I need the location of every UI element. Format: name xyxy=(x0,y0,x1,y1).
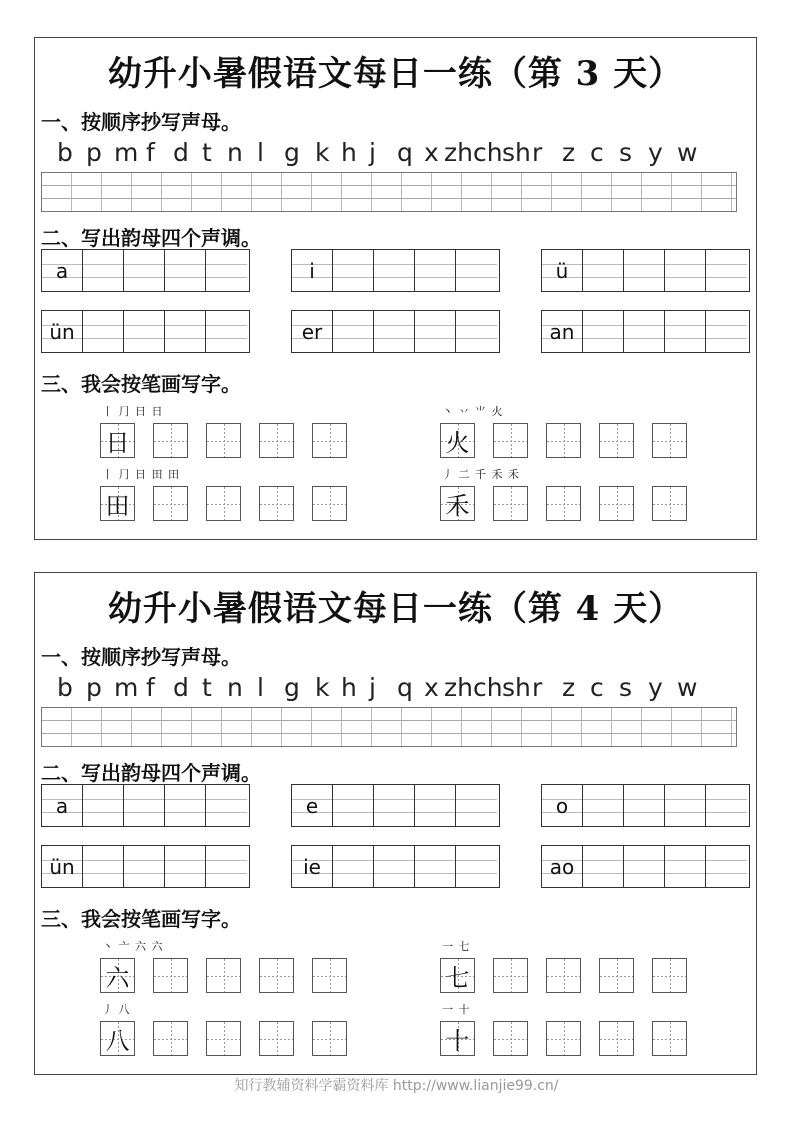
initial-ch: ch xyxy=(473,138,503,167)
tone-cell[interactable] xyxy=(124,311,165,352)
practice-box[interactable] xyxy=(259,1021,294,1056)
initial-g: g xyxy=(284,673,300,702)
initial-p: p xyxy=(86,138,102,167)
initial-s: s xyxy=(619,673,633,702)
initial-r: r xyxy=(532,673,543,702)
practice-box[interactable] xyxy=(652,486,687,521)
initial-b: b xyxy=(57,138,73,167)
initial-g: g xyxy=(284,138,300,167)
stroke-order: 丿 八 xyxy=(102,1003,131,1016)
initial-d: d xyxy=(173,673,189,702)
initial-s: s xyxy=(619,138,633,167)
practice-box[interactable] xyxy=(206,958,241,993)
initial-x: x xyxy=(424,138,439,167)
final-label: er xyxy=(292,311,333,352)
section-1-heading: 一、按顺序抄写声母。 xyxy=(41,645,241,669)
tone-cell[interactable] xyxy=(583,846,624,887)
final-label: ü xyxy=(542,250,583,291)
tone-cell[interactable] xyxy=(706,785,747,826)
model-character: 十 xyxy=(440,1021,475,1056)
tone-cell[interactable] xyxy=(415,846,456,887)
section-3-heading: 三、我会按笔画写字。 xyxy=(41,907,241,931)
tone-cell[interactable] xyxy=(333,846,374,887)
final-label: a xyxy=(42,785,83,826)
initial-z: z xyxy=(562,138,576,167)
initial-w: w xyxy=(677,138,698,167)
stroke-order: 丿 二 千 禾 禾 xyxy=(442,468,520,481)
section-1-heading: 一、按顺序抄写声母。 xyxy=(41,110,241,134)
practice-box[interactable] xyxy=(599,1021,634,1056)
practice-box[interactable] xyxy=(599,486,634,521)
initial-f: f xyxy=(146,138,155,167)
final-label: ie xyxy=(292,846,333,887)
initial-x: x xyxy=(424,673,439,702)
model-character: 八 xyxy=(100,1021,135,1056)
initial-k: k xyxy=(315,138,330,167)
tone-cell[interactable] xyxy=(165,846,206,887)
tone-cell[interactable] xyxy=(333,250,374,291)
initial-t: t xyxy=(202,673,212,702)
initial-h: h xyxy=(341,138,357,167)
practice-box[interactable] xyxy=(652,423,687,458)
initial-m: m xyxy=(114,138,139,167)
final-grid-an[interactable] xyxy=(541,310,750,353)
tone-cell[interactable] xyxy=(456,311,497,352)
stroke-order: 丨 ⺆ 日 日 xyxy=(102,405,164,418)
tone-cell[interactable] xyxy=(374,846,415,887)
initials-row xyxy=(43,673,743,707)
tone-cell[interactable] xyxy=(374,311,415,352)
initial-c: c xyxy=(590,138,604,167)
final-grid-a[interactable] xyxy=(41,249,250,292)
initial-m: m xyxy=(114,673,139,702)
initial-q: q xyxy=(397,138,413,167)
stroke-order: 一 十 xyxy=(442,1003,471,1016)
stroke-order: 丶 丷 ⺌ 火 xyxy=(442,405,504,418)
initial-zh: zh xyxy=(444,138,473,167)
practice-box[interactable] xyxy=(652,1021,687,1056)
initial-f: f xyxy=(146,673,155,702)
initial-c: c xyxy=(590,673,604,702)
stroke-order: 丨 ⺆ 日 田 田 xyxy=(102,468,180,481)
final-grid-ün[interactable] xyxy=(41,845,250,888)
final-label: ün xyxy=(42,311,83,352)
practice-box[interactable] xyxy=(206,1021,241,1056)
practice-box[interactable] xyxy=(599,958,634,993)
model-character: 火 xyxy=(440,423,475,458)
practice-box[interactable] xyxy=(493,486,528,521)
page-title: 幼升小暑假语文每日一练（第 4 天） xyxy=(107,589,684,629)
final-grid-ao[interactable] xyxy=(541,845,750,888)
tone-cell[interactable] xyxy=(124,846,165,887)
tone-cell[interactable] xyxy=(456,785,497,826)
section-2-heading: 二、写出韵母四个声调。 xyxy=(41,761,261,785)
practice-box[interactable] xyxy=(259,486,294,521)
page-title: 幼升小暑假语文每日一练（第 3 天） xyxy=(107,54,684,94)
practice-box[interactable] xyxy=(259,423,294,458)
initial-n: n xyxy=(227,673,243,702)
model-character: 禾 xyxy=(440,486,475,521)
final-label: e xyxy=(292,785,333,826)
final-label: ün xyxy=(42,846,83,887)
initials-row xyxy=(43,138,743,172)
initial-y: y xyxy=(648,138,663,167)
initial-t: t xyxy=(202,138,212,167)
model-character: 田 xyxy=(100,486,135,521)
model-character: 六 xyxy=(100,958,135,993)
practice-box[interactable] xyxy=(259,958,294,993)
tone-cell[interactable] xyxy=(415,311,456,352)
tone-cell[interactable] xyxy=(665,311,706,352)
initial-h: h xyxy=(341,673,357,702)
tone-cell[interactable] xyxy=(624,785,665,826)
practice-box[interactable] xyxy=(546,423,581,458)
tone-cell[interactable] xyxy=(706,250,747,291)
practice-box[interactable] xyxy=(493,1021,528,1056)
worksheet-day4 xyxy=(34,572,757,1075)
initial-sh: sh xyxy=(502,138,531,167)
final-grid-a[interactable] xyxy=(41,784,250,827)
initial-ch: ch xyxy=(473,673,503,702)
final-label: ao xyxy=(542,846,583,887)
stroke-order: 一 七 xyxy=(442,940,471,953)
tone-cell[interactable] xyxy=(415,785,456,826)
practice-box[interactable] xyxy=(206,486,241,521)
initial-j: j xyxy=(369,138,376,167)
practice-box[interactable] xyxy=(599,423,634,458)
tone-cell[interactable] xyxy=(665,785,706,826)
tone-cell[interactable] xyxy=(665,250,706,291)
practice-box[interactable] xyxy=(493,423,528,458)
tone-cell[interactable] xyxy=(83,311,124,352)
initial-d: d xyxy=(173,138,189,167)
initial-z: z xyxy=(562,673,576,702)
tone-cell[interactable] xyxy=(124,250,165,291)
final-label: an xyxy=(542,311,583,352)
tone-cell[interactable] xyxy=(206,311,247,352)
final-grid-e[interactable] xyxy=(291,784,500,827)
tone-cell[interactable] xyxy=(165,785,206,826)
practice-box[interactable] xyxy=(652,958,687,993)
tone-cell[interactable] xyxy=(583,311,624,352)
tone-cell[interactable] xyxy=(374,785,415,826)
tone-cell[interactable] xyxy=(124,785,165,826)
final-grid-ü[interactable] xyxy=(541,249,750,292)
practice-box[interactable] xyxy=(206,423,241,458)
tone-cell[interactable] xyxy=(206,250,247,291)
initial-p: p xyxy=(86,673,102,702)
final-grid-ie[interactable] xyxy=(291,845,500,888)
practice-box[interactable] xyxy=(312,486,347,521)
tone-cell[interactable] xyxy=(665,846,706,887)
practice-box[interactable] xyxy=(312,958,347,993)
tone-cell[interactable] xyxy=(83,846,124,887)
tone-cell[interactable] xyxy=(374,250,415,291)
initial-b: b xyxy=(57,673,73,702)
model-character: 日 xyxy=(100,423,135,458)
initial-n: n xyxy=(227,138,243,167)
tone-cell[interactable] xyxy=(333,311,374,352)
section-2-heading: 二、写出韵母四个声调。 xyxy=(41,226,261,250)
initials-writing-grid[interactable] xyxy=(41,172,737,212)
practice-box[interactable] xyxy=(153,423,188,458)
practice-box[interactable] xyxy=(493,958,528,993)
tone-cell[interactable] xyxy=(83,250,124,291)
stroke-order: 丶 亠 六 六 xyxy=(102,940,164,953)
initial-k: k xyxy=(315,673,330,702)
tone-cell[interactable] xyxy=(165,250,206,291)
initial-zh: zh xyxy=(444,673,473,702)
initials-writing-grid[interactable] xyxy=(41,707,737,747)
tone-cell[interactable] xyxy=(206,846,247,887)
practice-box[interactable] xyxy=(546,958,581,993)
practice-box[interactable] xyxy=(546,486,581,521)
tone-cell[interactable] xyxy=(706,846,747,887)
practice-box[interactable] xyxy=(546,1021,581,1056)
footer-watermark: 知行教辅资料学霸资料库 http://www.lianjie99.cn/ xyxy=(234,1078,559,1094)
tone-cell[interactable] xyxy=(333,785,374,826)
tone-cell[interactable] xyxy=(456,250,497,291)
tone-cell[interactable] xyxy=(624,311,665,352)
final-grid-i[interactable] xyxy=(291,249,500,292)
final-label: o xyxy=(542,785,583,826)
tone-cell[interactable] xyxy=(415,250,456,291)
tone-cell[interactable] xyxy=(206,785,247,826)
final-label: i xyxy=(292,250,333,291)
initial-w: w xyxy=(677,673,698,702)
worksheet-day3 xyxy=(34,37,757,540)
practice-box[interactable] xyxy=(153,1021,188,1056)
final-label: a xyxy=(42,250,83,291)
model-character: 七 xyxy=(440,958,475,993)
tone-cell[interactable] xyxy=(583,785,624,826)
final-grid-er[interactable] xyxy=(291,310,500,353)
practice-box[interactable] xyxy=(312,423,347,458)
tone-cell[interactable] xyxy=(624,250,665,291)
tone-cell[interactable] xyxy=(456,846,497,887)
practice-box[interactable] xyxy=(312,1021,347,1056)
initial-l: l xyxy=(257,673,264,702)
tone-cell[interactable] xyxy=(83,785,124,826)
tone-cell[interactable] xyxy=(165,311,206,352)
initial-l: l xyxy=(257,138,264,167)
section-3-heading: 三、我会按笔画写字。 xyxy=(41,372,241,396)
final-grid-o[interactable] xyxy=(541,784,750,827)
initial-j: j xyxy=(369,673,376,702)
tone-cell[interactable] xyxy=(624,846,665,887)
tone-cell[interactable] xyxy=(706,311,747,352)
initial-sh: sh xyxy=(502,673,531,702)
initial-r: r xyxy=(532,138,543,167)
initial-q: q xyxy=(397,673,413,702)
practice-box[interactable] xyxy=(153,486,188,521)
initial-y: y xyxy=(648,673,663,702)
final-grid-ün[interactable] xyxy=(41,310,250,353)
practice-box[interactable] xyxy=(153,958,188,993)
tone-cell[interactable] xyxy=(583,250,624,291)
